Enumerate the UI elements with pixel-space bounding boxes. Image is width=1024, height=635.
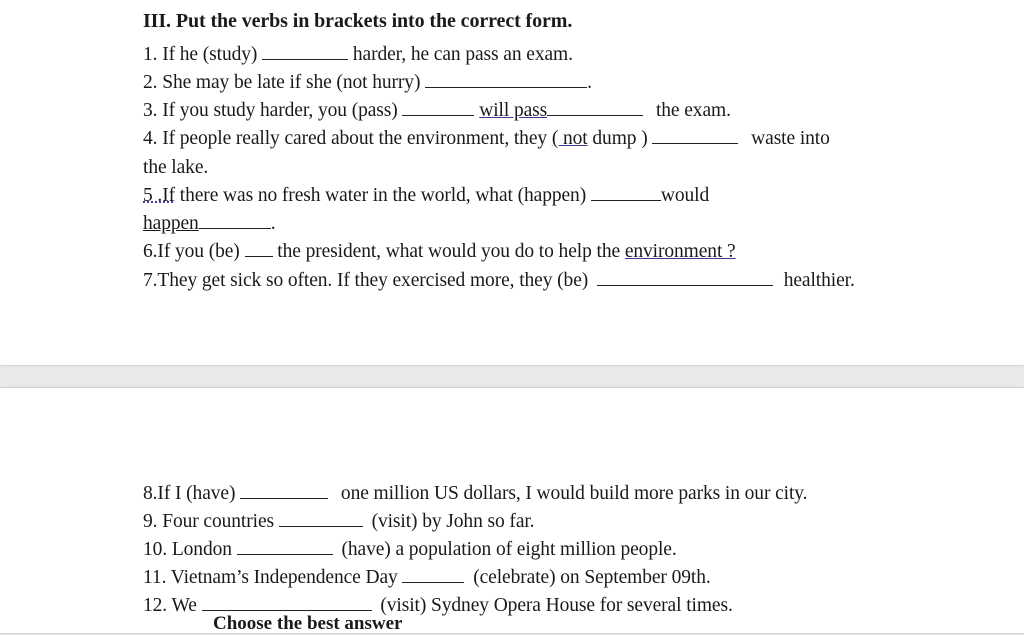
- question-6: 6.If you (be) the president, what would you do to help the environment ?: [143, 241, 736, 262]
- question-4-cont: the lake.: [143, 157, 209, 178]
- answer-blank-1[interactable]: [262, 58, 348, 60]
- handwritten-answer-3: will pass: [479, 100, 548, 121]
- question-10: 10. London (have) a population of eight million people.: [143, 539, 677, 560]
- answer-blank-4[interactable]: [652, 142, 738, 144]
- question-11: 11. Vietnam’s Independence Day (celebrate) on September 09th.: [143, 567, 711, 588]
- answer-blank-3a[interactable]: [402, 114, 474, 116]
- question-5-cont: happen .: [143, 213, 276, 234]
- answer-blank-2[interactable]: [425, 86, 587, 88]
- question-12: 12. We (visit) Sydney Opera House for several times.: [143, 595, 733, 616]
- question-8: 8.If I (have) one million US dollars, I would build more parks in our city.: [143, 483, 808, 504]
- answer-blank-5[interactable]: [591, 199, 661, 201]
- answer-blank-9[interactable]: [279, 525, 363, 527]
- answer-blank-8[interactable]: [240, 497, 328, 499]
- question-3: 3. If you study harder, you (pass) will pass the exam.: [143, 100, 731, 121]
- question-7: 7.They get sick so often. If they exercised more, they (be) healthier.: [143, 270, 855, 291]
- answer-blank-7[interactable]: [597, 284, 773, 286]
- answer-blank-10[interactable]: [237, 553, 333, 555]
- cut-off-heading: Choose the best answer: [213, 613, 403, 634]
- answer-blank-5b[interactable]: [199, 227, 271, 229]
- worksheet-page-2: [0, 388, 1024, 633]
- question-1: 1. If he (study) harder, he can pass an exam.: [143, 44, 573, 65]
- question-9: 9. Four countries (visit) by John so far.: [143, 511, 535, 532]
- question-4: 4. If people really cared about the environment, they ( not dump ) waste into: [143, 128, 830, 149]
- question-5: 5 .If there was no fresh water in the world, what (happen) would: [143, 185, 710, 206]
- section-title: III. Put the verbs in brackets into the correct form.: [143, 10, 573, 32]
- answer-blank-12[interactable]: [202, 609, 372, 611]
- answer-blank-3b[interactable]: [547, 114, 643, 116]
- answer-blank-6[interactable]: [245, 255, 273, 257]
- question-2: 2. She may be late if she (not hurry) .: [143, 72, 592, 93]
- answer-blank-11[interactable]: [402, 581, 464, 583]
